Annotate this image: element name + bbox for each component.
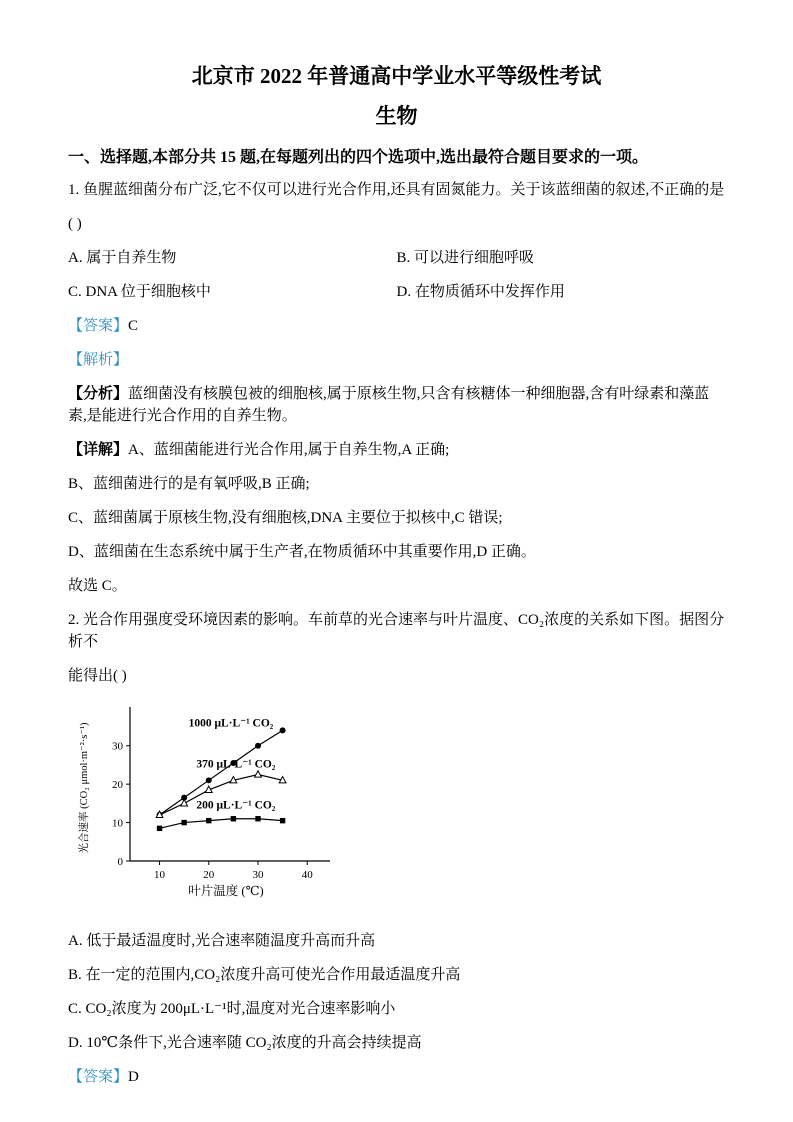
- q1-answer-label: 【答案】: [68, 318, 129, 334]
- svg-text:30: 30: [252, 869, 264, 881]
- q1-detail-a: [68, 439, 725, 461]
- q1-explain-line: [68, 349, 725, 371]
- q1-conclusion: 故选 C。: [68, 578, 127, 594]
- q1-stem: 1. 鱼腥蓝细菌分布广泛,它不仅可以进行光合作用,还具有固氮能力。关于该蓝细菌的叙述,不正确的是: [68, 182, 725, 198]
- q1-answer-value: C: [128, 318, 139, 334]
- q2-stem-line-1: 2. 光合作用强度受环境因素的影响。车前草的光合速率与叶片温度、CO₂浓度的关系如下图。据图分析不: [68, 612, 725, 650]
- svg-text:10: 10: [154, 869, 166, 881]
- q1-detail-d: D、蓝细菌在生态系统中属于生产者,在物质循环中其重要作用,D 正确。: [68, 544, 536, 560]
- q2-option-c: C. CO₂浓度为 200μL·L⁻¹时,温度对光合速率影响小: [68, 1001, 396, 1017]
- svg-text:20: 20: [203, 869, 215, 881]
- q2-stem-line-2: 能得出( ): [68, 668, 127, 684]
- svg-text:0: 0: [117, 856, 123, 868]
- q1-detail-label: 【详解】: [68, 442, 129, 458]
- q1-detail-b: B、蓝细菌进行的是有氧呼吸,B 正确;: [68, 476, 310, 492]
- svg-text:20: 20: [112, 779, 123, 792]
- q2-option-d: D. 10℃条件下,光合速率随 CO₂浓度的升高会持续提高: [68, 1035, 422, 1051]
- photosynthesis-chart: [72, 699, 725, 918]
- svg-text:10: 10: [112, 817, 123, 830]
- q1-option-b: B. 可以进行细胞呼吸: [396, 250, 535, 266]
- q1-analysis: [68, 383, 725, 427]
- q1-answer-blank: ( ): [68, 216, 82, 232]
- svg-text:200 μL·L⁻¹ CO₂: 200 μL·L⁻¹ CO₂: [196, 799, 276, 812]
- q1-options-row-2: [68, 281, 725, 303]
- svg-text:叶片温度 (℃): 叶片温度 (℃): [188, 884, 264, 898]
- q1-analysis-label: 【分析】: [68, 386, 129, 402]
- q2-answer-label: 【答案】: [68, 1069, 129, 1085]
- q2-answer-line: [68, 1066, 725, 1088]
- exam-title: 北京市 2022 年普通高中学业水平等级性考试: [191, 64, 602, 88]
- q1-analysis-text: 蓝细菌没有核膜包被的细胞核,属于原核生物,只含有核糖体一种细胞器,含有叶绿素和藻蓝素,是能进行光合作用的自养生物。: [68, 386, 710, 424]
- q1-detail-a-text: A、蓝细菌能进行光合作用,属于自养生物,A 正确;: [128, 442, 450, 458]
- photosynthesis-chart-svg: [72, 699, 340, 913]
- svg-text:40: 40: [301, 869, 313, 881]
- q1-answer-line: [68, 315, 725, 337]
- section-header: 一、选择题,本部分共 15 题,在每题列出的四个选项中,选出最符合题目要求的一项。: [68, 149, 649, 166]
- q1-options-row-1: [68, 247, 725, 269]
- q1-detail-c: C、蓝细菌属于原核生物,没有细胞核,DNA 主要位于拟核中,C 错误;: [68, 510, 503, 526]
- q2-option-a: A. 低于最适温度时,光合速率随温度升高而升高: [68, 933, 376, 949]
- svg-text:光合速率 (CO₂ μmol·m⁻²·s⁻¹): 光合速率 (CO₂ μmol·m⁻²·s⁻¹): [79, 722, 90, 854]
- exam-subject: 生物: [375, 104, 418, 128]
- svg-text:30: 30: [112, 740, 123, 753]
- q2-answer-value: D: [128, 1069, 139, 1085]
- q1-option-d: D. 在物质循环中发挥作用: [396, 284, 565, 300]
- q1-option-a: A. 属于自养生物: [68, 250, 177, 266]
- svg-text:1000 μL·L⁻¹ CO₂: 1000 μL·L⁻¹ CO₂: [188, 717, 274, 730]
- q1-option-c: C. DNA 位于细胞核中: [68, 284, 211, 300]
- q1-explain-label: 【解析】: [68, 352, 129, 368]
- q2-option-b: B. 在一定的范围内,CO₂浓度升高可使光合作用最适温度升高: [68, 967, 461, 983]
- svg-text:370 μL·L⁻¹ CO₂: 370 μL·L⁻¹ CO₂: [196, 758, 276, 771]
